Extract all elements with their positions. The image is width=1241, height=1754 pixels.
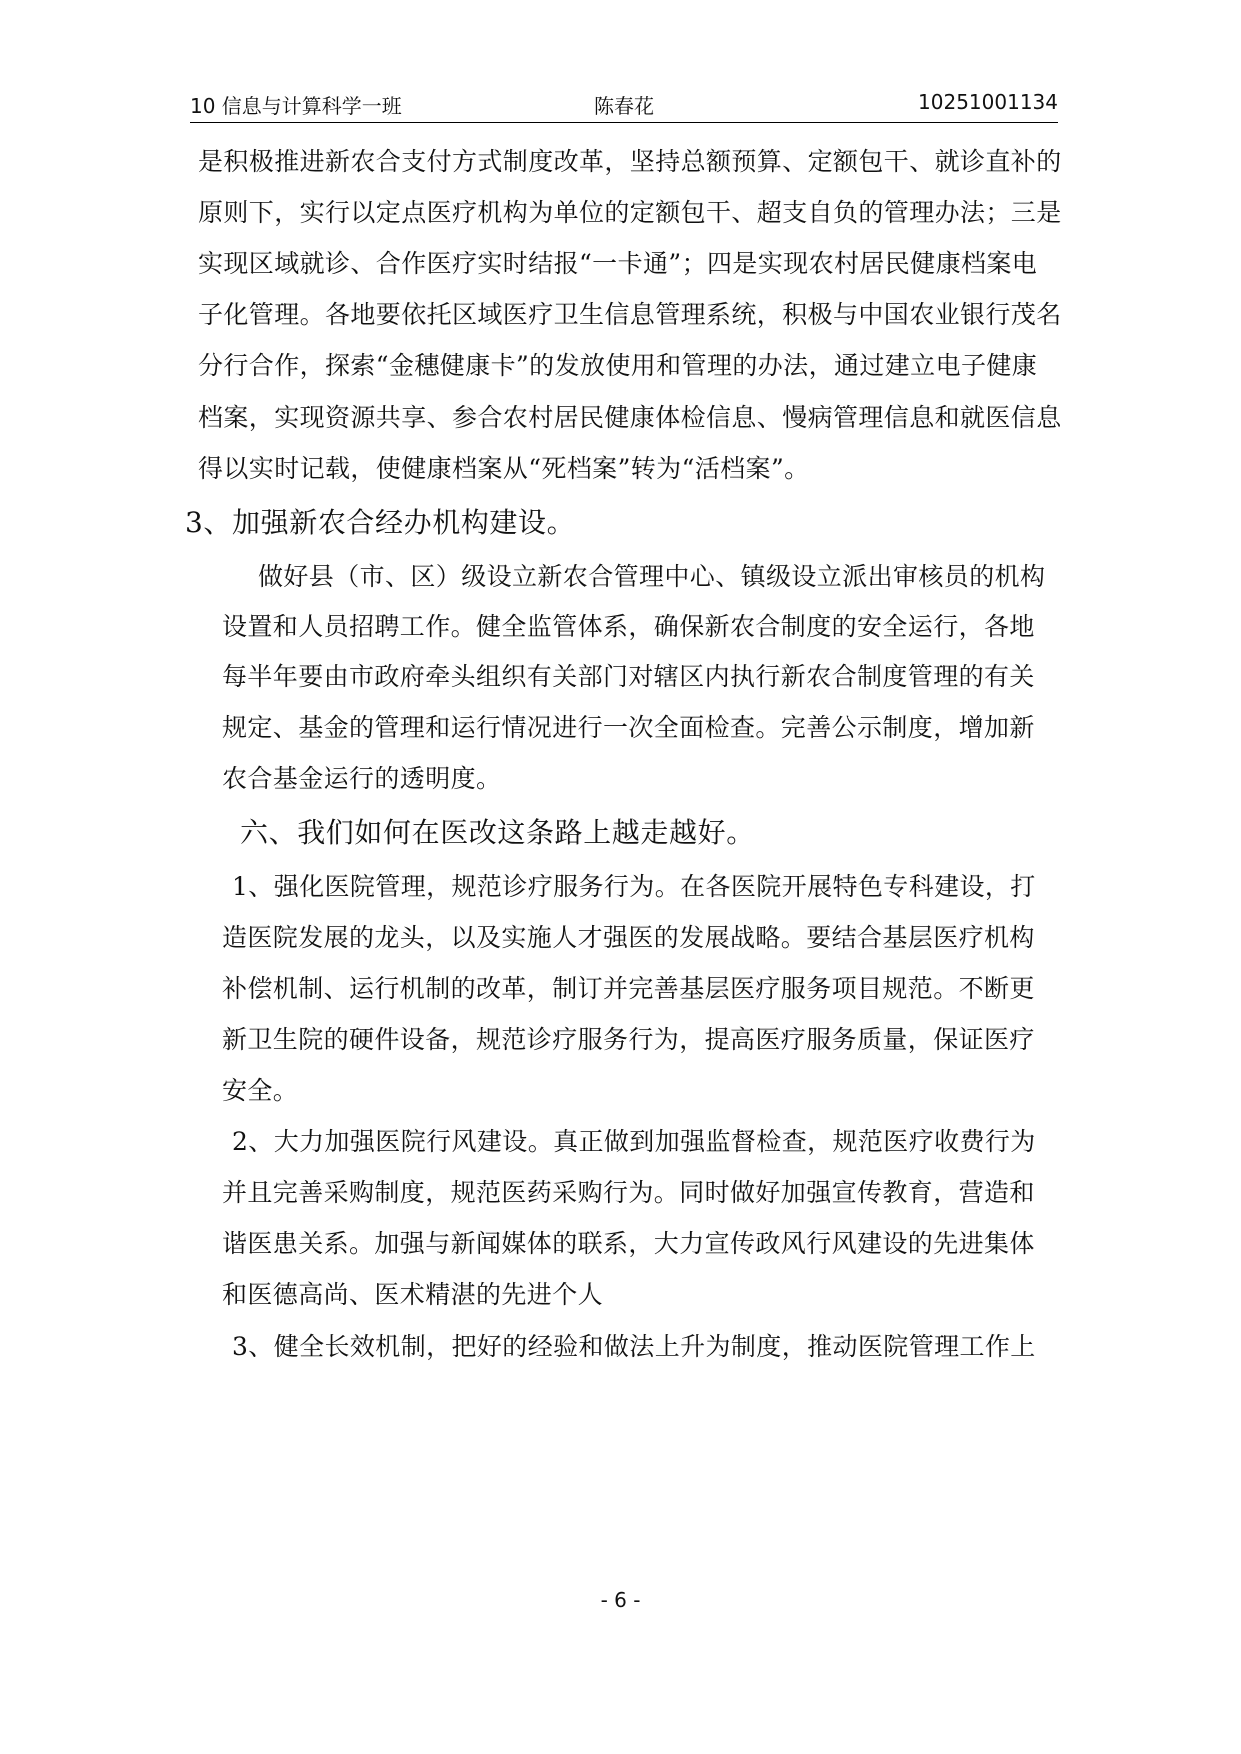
paragraph-line: 每半年要由市政府牵头组织有关部门对辖区内执行新农合制度管理的有关 (222, 662, 1035, 691)
header-class-name: 10 信息与计算科学一班 (190, 94, 402, 118)
section-heading: 3、加强新农合经办机构建设。 (185, 506, 576, 539)
paragraph-line: 档案，实现资源共享、参合农村居民健康体检信息、慢病管理信息和就医信息 (198, 403, 1062, 432)
page-header (190, 88, 1058, 123)
chapter-heading: 六、我们如何在医改这条路上越走越好。 (240, 816, 755, 849)
paragraph-line: 分行合作，探索“金穗健康卡”的发放使用和管理的办法，通过建立电子健康 (198, 351, 1038, 380)
paragraph-line: 是积极推进新农合支付方式制度改革，坚持总额预算、定额包干、就诊直补的 (198, 147, 1062, 176)
paragraph-line: 3、健全长效机制，把好的经验和做法上升为制度，推动医院管理工作上 (232, 1332, 1036, 1361)
header-student-id: 10251001134 (918, 90, 1058, 114)
paragraph-line: 安全。 (222, 1076, 299, 1105)
paragraph-line: 做好县（市、区）级设立新农合管理中心、镇级设立派出审核员的机构 (258, 562, 1046, 591)
paragraph-line: 谐医患关系。加强与新闻媒体的联系，大力宣传政风行风建设的先进集体 (222, 1229, 1035, 1258)
paragraph-line: 2、大力加强医院行风建设。真正做到加强监督检查，规范医疗收费行为 (232, 1127, 1036, 1156)
paragraph-line: 并且完善采购制度，规范医药采购行为。同时做好加强宣传教育，营造和 (222, 1178, 1035, 1207)
page-number: - 6 - (600, 1588, 641, 1612)
paragraph-line: 农合基金运行的透明度。 (222, 764, 502, 793)
paragraph-line: 子化管理。各地要依托区域医疗卫生信息管理系统，积极与中国农业银行茂名 (198, 300, 1062, 329)
paragraph-line: 设置和人员招聘工作。健全监管体系，确保新农合制度的安全运行，各地 (222, 612, 1035, 641)
header-author-name: 陈春花 (594, 94, 654, 118)
paragraph-line: 和医德高尚、医术精湛的先进个人 (222, 1280, 604, 1309)
paragraph-line: 造医院发展的龙头，以及实施人才强医的发展战略。要结合基层医疗机构 (222, 923, 1035, 952)
paragraph-line: 新卫生院的硬件设备，规范诊疗服务行为，提高医疗服务质量，保证医疗 (222, 1025, 1035, 1054)
paragraph-line: 实现区域就诊、合作医疗实时结报“一卡通”；四是实现农村居民健康档案电 (198, 249, 1038, 278)
paragraph-line: 规定、基金的管理和运行情况进行一次全面检查。完善公示制度，增加新 (222, 713, 1035, 742)
paragraph-line: 原则下，实行以定点医疗机构为单位的定额包干、超支自负的管理办法；三是 (198, 198, 1062, 227)
paragraph-line: 1、强化医院管理，规范诊疗服务行为。在各医院开展特色专科建设，打 (232, 872, 1036, 901)
paragraph-line: 补偿机制、运行机制的改革，制订并完善基层医疗服务项目规范。不断更 (222, 974, 1035, 1003)
paragraph-line: 得以实时记载，使健康档案从“死档案”转为“活档案”。 (198, 454, 810, 483)
